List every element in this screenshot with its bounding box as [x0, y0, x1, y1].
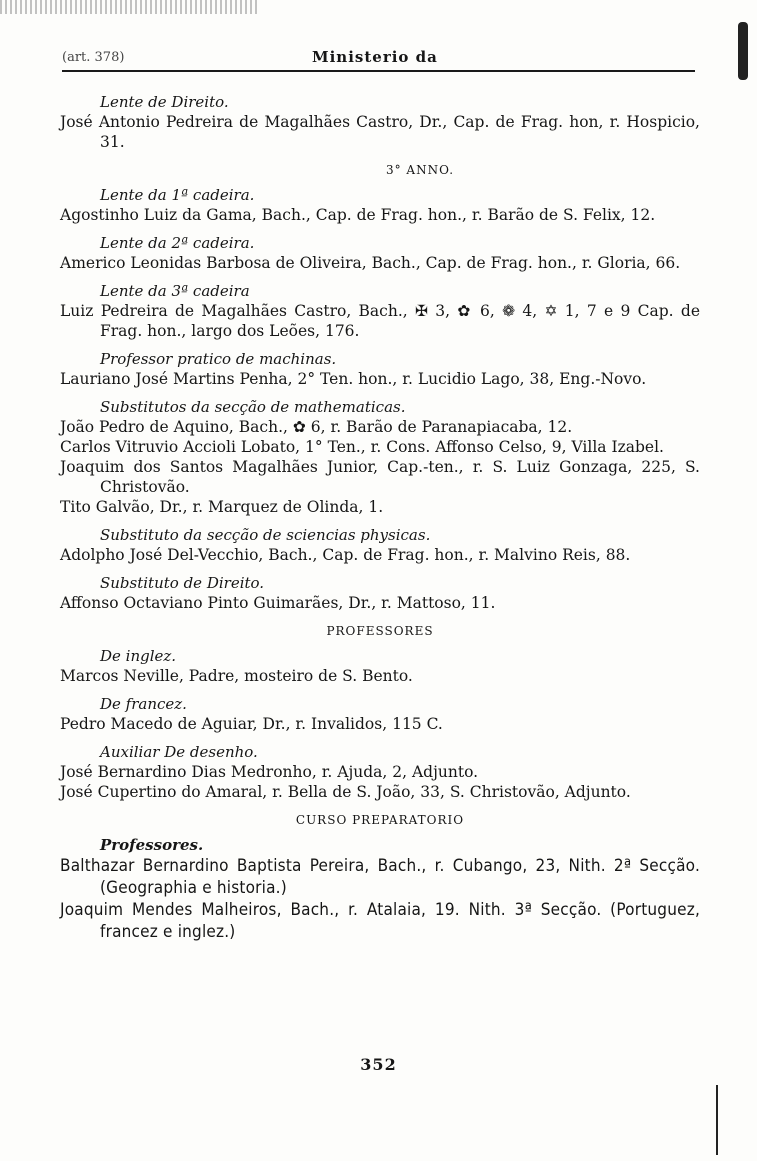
section-curso-preparatorio: CURSO PREPARATORIO — [295, 813, 465, 827]
entry: Affonso Octaviano Pinto Guimarães, Dr., r. Mattoso, 11. — [60, 594, 496, 612]
entry: José Antonio Pedreira de Magalhães Castro, Dr., Cap. de Frag. hon, r. Hospicio, 31. — [60, 113, 700, 151]
section-3-anno: 3° ANNO. — [385, 163, 455, 177]
scan-noise — [0, 0, 260, 14]
entry: Adolpho José Del-Vecchio, Bach., Cap. de Frag. hon., r. Malvino Reis, 88. — [60, 546, 631, 564]
section-professores: PROFESSORES — [326, 624, 434, 638]
entry: João Pedro de Aquino, Bach., ✿ 6, r. Barão de Paranapiacaba, 12. — [60, 418, 573, 436]
running-header — [62, 48, 695, 72]
entry: Balthazar Bernardino Baptista Pereira, Bach., r. Cubango, 23, Nith. 2ª Secção. (Geographia e historia.) — [60, 856, 700, 898]
document-body — [60, 92, 700, 943]
heading-francez: De francez. — [100, 695, 187, 713]
entry: Joaquim Mendes Malheiros, Bach., r. Atalaia, 19. Nith. 3ª Secção. (Portuguez, francez e inglez.) — [60, 900, 700, 942]
heading-professores: Professores. — [100, 836, 204, 854]
entry: Pedro Macedo de Aguiar, Dr., r. Invalidos, 115 C. — [60, 715, 443, 733]
entry: Tito Galvão, Dr., r. Marquez de Olinda, 1. — [60, 498, 384, 516]
heading-substituto-physicas: Substituto da secção de sciencias physicas. — [100, 526, 431, 544]
heading-substituto-direito: Substituto de Direito. — [100, 574, 265, 592]
heading-lente-2-cadeira: Lente da 2ª cadeira. — [100, 234, 255, 252]
entry: Americo Leonidas Barbosa de Oliveira, Bach., Cap. de Frag. hon., r. Gloria, 66. — [60, 254, 681, 272]
binding-edge-mark — [738, 22, 748, 80]
heading-auxiliar-desenho: Auxiliar De desenho. — [100, 743, 258, 761]
binding-edge-line — [716, 1085, 718, 1155]
page-number: 352 — [360, 1055, 397, 1074]
entry: Agostinho Luiz da Gama, Bach., Cap. de Frag. hon., r. Barão de S. Felix, 12. — [60, 206, 656, 224]
curso-block — [60, 835, 700, 943]
entry: Luiz Pedreira de Magalhães Castro, Bach., ✠ 3, ✿ 6, ❁ 4, ✡ 1, 7 e 9 Cap. de Frag. hon., largo dos Leões, 176. — [60, 302, 700, 340]
entry: Joaquim dos Santos Magalhães Junior, Cap.-ten., r. S. Luiz Gonzaga, 225, S. Christovão. — [60, 458, 700, 496]
header-title: Ministerio da — [312, 48, 438, 66]
heading-professor-machinas: Professor pratico de machinas. — [100, 350, 337, 368]
article-reference: (art. 378) — [62, 50, 125, 65]
entry: Lauriano José Martins Penha, 2° Ten. hon., r. Lucidio Lago, 38, Eng.-Novo. — [60, 370, 647, 388]
heading-inglez: De inglez. — [100, 647, 177, 665]
heading-lente-1-cadeira: Lente da 1ª cadeira. — [100, 186, 255, 204]
heading-substitutos-mathematicas: Substitutos da secção de mathematicas. — [100, 398, 406, 416]
entry: José Bernardino Dias Medronho, r. Ajuda, 2, Adjunto. — [60, 763, 479, 781]
heading-lente-3-cadeira: Lente da 3ª cadeira — [100, 282, 250, 300]
entry: José Cupertino do Amaral, r. Bella de S. João, 33, S. Christovão, Adjunto. — [60, 783, 631, 801]
heading-lente-direito: Lente de Direito. — [100, 93, 229, 111]
entry: Carlos Vitruvio Accioli Lobato, 1° Ten., r. Cons. Affonso Celso, 9, Villa Izabel. — [60, 438, 664, 456]
entry: Marcos Neville, Padre, mosteiro de S. Bento. — [60, 667, 413, 685]
